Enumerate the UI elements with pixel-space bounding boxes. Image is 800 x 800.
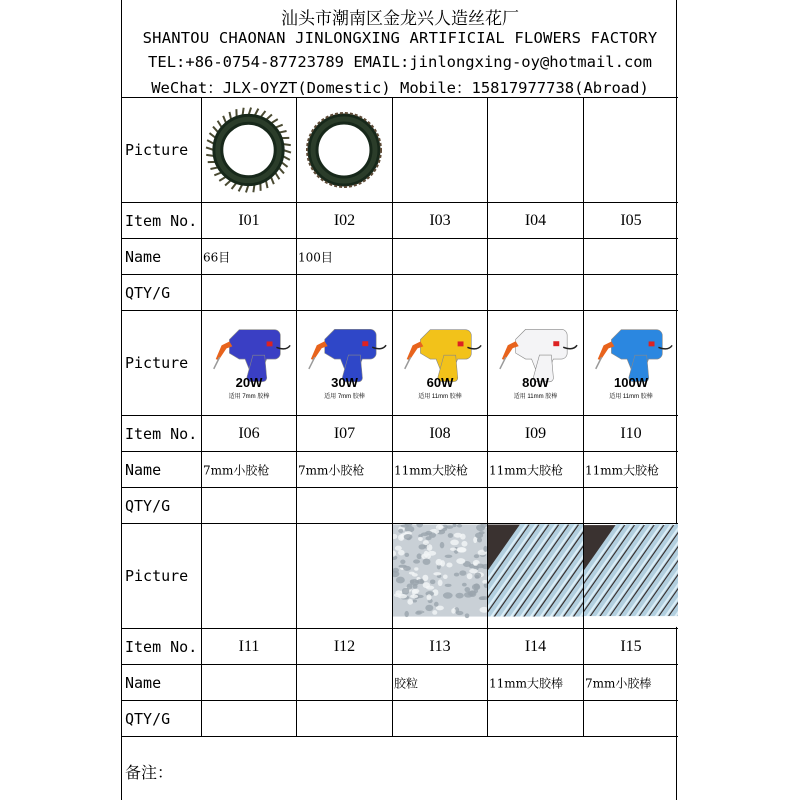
picture-cell [488,311,584,415]
qty-row [122,488,678,524]
qty-cell [393,488,488,523]
picture-cell [584,98,678,202]
qty-cell [393,275,488,310]
glue-sticks-icon [584,524,678,628]
qty-cell [297,488,393,523]
item-code: I04 [524,211,547,229]
row-label-cell [122,203,202,238]
contact-line: TEL:+86-0754-87723789 EMAIL:jinlongxing-oy@hotmail.com [148,53,652,71]
item-code-cell [297,203,393,238]
item-name-cell [297,452,393,487]
wattage-label: 100W [614,375,648,390]
picture-cell [393,311,488,415]
qty-row [122,275,678,311]
item-name-cell [297,665,393,700]
item-code-cell [202,203,297,238]
picture-row [122,524,678,629]
qty-cell [584,275,678,310]
item-code-cell [393,416,488,451]
qty-cell [202,275,297,310]
row-label-cell [122,488,202,523]
item-name: 11mm大胶枪 [489,463,564,477]
item-name: 7mm小胶枪 [203,463,270,477]
qty-cell [488,275,584,310]
item-name: 11mm大胶枪 [585,463,660,477]
row-label: Name [125,247,162,266]
qty-cell [393,701,488,736]
row-label: Name [125,673,162,692]
item-code: I11 [238,637,260,655]
item-code: I03 [429,211,451,229]
qty-cell [584,488,678,523]
picture-cell [297,98,393,202]
qty-row [122,701,678,737]
qty-cell [297,701,393,736]
item-name: 7mm小胶枪 [298,463,365,477]
item-name: 11mm大胶枪 [394,463,469,477]
remark-label: 备注： [125,763,174,782]
row-label: QTY/G [125,709,171,728]
foam-ring-icon [297,98,392,202]
compatibility-note: 适用 11mm 胶棒 [609,394,653,400]
item-code: I06 [238,424,260,442]
row-label-cell [122,452,202,487]
item-name: 66目 [203,250,231,264]
row-label: Picture [125,141,189,159]
item-name-cell [584,239,678,274]
compatibility-note: 适用 11mm 胶棒 [513,394,558,400]
wattage-label: 20W [235,375,263,390]
row-label-cell [122,239,202,274]
row-label: Name [125,460,162,479]
item-code: I15 [620,637,642,655]
row-label: Item No. [125,424,198,443]
row-label-cell [122,416,202,451]
item-code-cell [297,629,393,664]
item-code-cell [202,629,297,664]
item-code-cell [393,203,488,238]
row-label: Item No. [125,211,198,230]
row-label-cell [122,524,202,628]
name-row [122,665,678,701]
qty-cell [488,488,584,523]
name-row [122,452,678,488]
wattage-label: 30W [331,375,358,390]
item-name-cell [488,665,584,700]
item-name: 胶粒 [394,676,419,690]
compatibility-note: 适用 7mm 胶棒 [324,394,365,400]
row-label-cell [122,275,202,310]
row-label: Picture [125,567,189,585]
item-code-cell [488,629,584,664]
picture-cell [297,311,393,415]
item-code: I02 [333,211,356,229]
item-name-cell [297,239,393,274]
picture-cell [488,524,584,628]
item-code: I07 [333,424,356,442]
item-name-cell [202,665,297,700]
item-code: I10 [620,424,642,442]
title-chinese: 汕头市潮南区金龙兴人造丝花厂 [281,9,519,29]
picture-cell [393,524,488,628]
item-name-cell [393,239,488,274]
row-label-cell [122,629,202,664]
item-code: I05 [620,211,642,229]
item-code: I08 [429,424,451,442]
row-label: QTY/G [125,283,171,302]
item-code: I13 [429,637,451,655]
item-code-cell [488,416,584,451]
row-label-cell [122,98,202,202]
qty-cell [297,275,393,310]
item-name-cell [488,452,584,487]
picture-cell [584,311,678,415]
qty-cell [488,701,584,736]
row-label: QTY/G [125,496,171,515]
item-name: 7mm小胶棒 [585,676,652,690]
wechat-line: WeChat：JLX-OYZT(Domestic) Mobile：15817977738(Abroad) [151,79,649,97]
item-name: 100目 [298,250,333,264]
row-label-cell [122,665,202,700]
item-no-row [122,629,678,665]
picture-row [122,311,678,416]
item-code-cell [202,416,297,451]
item-name: 11mm大胶棒 [489,676,564,690]
item-name-cell [488,239,584,274]
item-name-cell [393,452,488,487]
item-code: I01 [238,211,260,229]
compatibility-note: 适用 11mm 胶棒 [418,394,462,400]
item-code-cell [584,203,678,238]
sheet-header [122,0,678,98]
picture-cell [202,311,297,415]
product-sheet [121,0,677,800]
qty-cell [202,701,297,736]
picture-cell [202,98,297,202]
compatibility-note: 适用 7mm 胶棒 [228,394,270,400]
name-row [122,239,678,275]
picture-cell [584,524,678,628]
item-code-cell [393,629,488,664]
glue-pellets-icon [393,524,487,628]
wattage-label: 80W [522,375,549,390]
picture-cell [202,524,297,628]
item-name-cell [202,452,297,487]
item-code-cell [488,203,584,238]
item-code-cell [584,629,678,664]
row-label-cell [122,701,202,736]
item-name-cell [202,239,297,274]
picture-cell [488,98,584,202]
item-code: I12 [333,637,356,655]
foam-ring-spiked-icon [202,98,296,202]
item-no-row [122,416,678,452]
item-name-cell [393,665,488,700]
item-name-cell [584,452,678,487]
item-code-cell [297,416,393,451]
glue-sticks-icon [488,524,583,628]
item-code: I14 [524,637,547,655]
item-code: I09 [524,424,547,442]
title-english: SHANTOU CHAONAN JINLONGXING ARTIFICIAL FLOWERS FACTORY [142,29,658,47]
qty-cell [584,701,678,736]
qty-cell [202,488,297,523]
item-no-row [122,203,678,239]
picture-cell [393,98,488,202]
row-label: Picture [125,354,189,372]
row-label: Item No. [125,637,198,656]
item-code-cell [584,416,678,451]
item-name-cell [584,665,678,700]
picture-row [122,98,678,203]
wattage-label: 60W [426,375,454,390]
picture-cell [297,524,393,628]
row-label-cell [122,311,202,415]
